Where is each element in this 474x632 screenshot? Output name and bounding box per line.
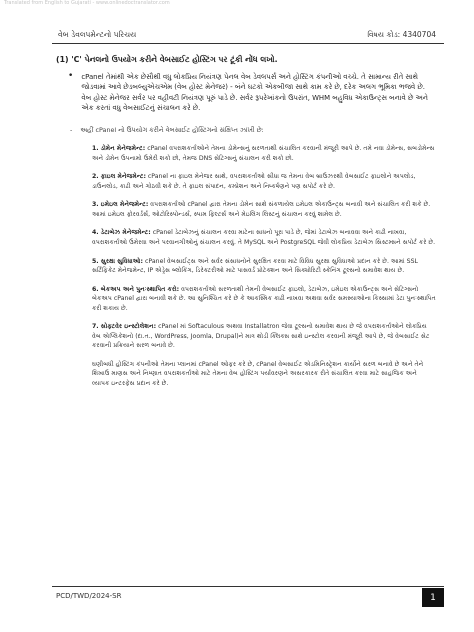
list-item-title: 7. સોફ્ટવેર ઇન્સ્ટોલેશન: xyxy=(92,323,157,331)
intro-text: cPanel તેમાંથી એક છેસૌથી વધુ લોકપ્રિય નિયંત્રણ પેનલ વેબ ડેવલપર્સ અને હોસ્ટિંગ કંપનીઓ વચ્ચે. તે સામાન્ય રીતે સાથે જોડવામાં આવે છેડબલ્યુએચએમ (વેબ હોસ્ટ મેનેજર) - બંને ઘટકો એકબીજા સાથે કામ કરે છે, દરેક અલગ ભૂમિકા ભજવે છે. વેબ હોસ્ટ મેનેજર સર્વર પર વહીવટી નિયંત્રણ પૂરું પાડે છે. સર્વર રૂપરેખાંકનો ઉપરાંત, WHM બહુવિધ એકાઉન્ટ્સ બનાવે છે અને એક કરતાં વધુ વેબસાઈટનું સંચાલન કરે છે. xyxy=(81,73,428,112)
intro-paragraph xyxy=(68,72,436,113)
document-body xyxy=(52,55,436,389)
list-item xyxy=(92,322,436,351)
overview-subheading-text: અહીં cPanel નો ઉપયોગ કરીને વેબસાઈટ હોસ્ટિંગનો સંક્ષિપ્ત ઝાંખી છે: xyxy=(80,126,264,135)
footer-document-code: PCD/TWD/2024-SR xyxy=(56,592,122,600)
list-item xyxy=(92,144,436,163)
list-item xyxy=(92,285,436,314)
list-item-text: cPanel વપરાશકર્તાઓને તેમના ડોમેન્સનું સરળતાથી સંચાલિત કરવાની મંજૂરી આપે છે. તમે નવા ડોમેન્સ, સબડોમેન્સ અને ડોમેન ઉપનામો ઉમેરી શકો છો, તેમજ DNS સેટિંગ્સનું સંચાલન કરી શકો છો. xyxy=(92,145,435,162)
list-item-title: 3. ઇમેઇલ મેનેજમેન્ટ: xyxy=(92,201,149,209)
bullet-dot-icon: • xyxy=(68,71,74,81)
list-item-text: cPanel ડેટાબેઝનું સંચાલન કરવા માટેના સાધનો પૂરા પાડે છે, જેમાં ડેટાબેઝ બનાવવા અને કાઢી નાખવા, વપરાશકર્તાઓ ઉમેરવા અને પરવાનગીઓનું સંચાલન કરવું. તે MySQL અને PostgreSQL જેવી લોકપ્રિય ડેટાબેઝ સિસ્ટમ્સને સપોર્ટ કરે છે. xyxy=(92,229,436,247)
list-item-title: 2. ફાઇલ મેનેજમેન્ટ: xyxy=(92,173,146,181)
list-item-text: વપરાશકર્તાઓ સરળતાથી તેમની વેબસાઈટ ફાઇલો, ડેટાબેઝ, ઇમેઇલ એકાઉન્ટ્સ અને સેટિંગ્સનો બેકઅપ cPanel દ્વારા બનાવી શકે છે. આ સુનિશ્ચિત કરે છે કે આકસ્મિક કાઢી નાખવા અથવા સર્વર સમસ્યાઓના કિસ્સામાં ડેટા પુનઃસ્થાપિત કરી શકાય છે. xyxy=(92,285,436,312)
list-item-text: વપરાશકર્તાઓ cPanel દ્વારા તેમના ડોમેન સાથે સંકળાયેલ ઇમેઇલ એકાઉન્ટ્સ બનાવી અને સંચાલિત કરી શકે છે. આમાં ઇમેઇલ ફોરવર્ડર્સ, ઓટોરિસ્પોન્ડર્સ, સ્પામ ફિલ્ટર્સ અને મેઇલિંગ લિસ્ટનું સંચાલન કરવું શામેલ છે. xyxy=(92,201,431,218)
page-number-badge: 1 xyxy=(422,588,444,607)
bullet-dash-icon: - xyxy=(70,126,73,135)
list-item-text: cPanel વેબસાઈટ્સ અને સર્વર સંસાધનોને સુરક્ષિત કરવા માટે વિવિધ સુરક્ષા સુવિધાઓ પ્રદાન કરે છે. આમાં SSL સર્ટિફિકેટ મેનેજમેન્ટ, IP એડ્રેસ બ્લોકિંગ, ડિરેક્ટરીઓ માટે પાસવર્ડ પ્રોટેક્શન અને સિક્યોરિટી સ્કેનિંગ ટૂલ્સનો સમાવેશ થાય છે. xyxy=(92,257,418,275)
subject-code: વિષય કોડ: 4340704 xyxy=(367,30,436,39)
page-header xyxy=(58,30,436,40)
list-item-text: cPanel માં Softaculous અથવા Installatron જેવા ટૂલ્સનો સમાવેશ થાય છે જે વપરાશકર્તાઓને લોકપ્રિય વેબ એપ્લિકેશનો (દા.ત., WordPress, Joomla, Drupal)ને માત્ર થોડી ક્લિક્સ સાથે ઇન્સ્ટોલ કરવાની મંજૂરી આપે છે, જે વેબસાઈટ સેટ કરવાની પ્રક્રિયાને સરળ બનાવે છે. xyxy=(92,323,430,350)
list-item-title: 1. ડોમેન મેનેજમેન્ટ: xyxy=(92,145,146,153)
list-item-title: 5. સુરક્ષા સુવિધાઓ: xyxy=(92,257,144,265)
feature-list xyxy=(92,144,436,351)
header-divider xyxy=(52,43,444,44)
list-item-title: 4. ડેટાબેઝ મેનેજમેન્ટ: xyxy=(92,229,151,237)
list-item xyxy=(92,257,436,276)
footer-divider xyxy=(52,586,444,587)
overview-subheading xyxy=(70,126,436,135)
translation-watermark: Translated from English to Gujarati - www.onlinedoctranslator.com xyxy=(4,0,170,6)
list-item xyxy=(92,172,436,191)
list-item xyxy=(92,200,436,219)
closing-paragraph: ઘણીબધી હોસ્ટિંગ કંપનીઓ તેમના પ્લાનમાં cPanel ઓફર કરે છે, cPanel વેબસાઈટ એડમિનિસ્ટ્રેશન કાર્યોને સરળ બનાવે છે અને તેને શિખાઉ માણસ અને નિષ્ણાત વપરાશકર્તાઓ માટે તેમના વેબ હોસ્ટિંગ પર્યાવરણને અસરકારક રીતે સંચાલિત કરવા માટે સાહજિક અને વ્યાપક ઇન્ટરફેસ પ્રદાન કરે છે. xyxy=(92,360,424,388)
list-item xyxy=(92,228,436,247)
list-item-text: cPanel ના ફાઇલ મેનેજર સાથે, વપરાશકર્તાઓ સીધા જ તેમના વેબ બ્રાઉઝરથી વેબસાઈટ ફાઇલોને અપલોડ, ડાઉનલોડ, કાઢી અને ગોઠવી શકે છે. તે ફાઇલ સંપાદન, કમ્પ્રેશન અને નિષ્કર્ષણને પણ સપોર્ટ કરે છે. xyxy=(92,173,416,190)
question-heading: (1) 'C' પેનલનો ઉપયોગ કરીને વેબસાઈટ હોસ્ટિંગ પર ટૂંકી નોંધ લખો. xyxy=(56,55,278,64)
course-title: વેબ ડેવલપમેન્ટનો પરિચય xyxy=(58,30,137,39)
list-item-title: 6. બેકઅપ અને પુનઃસ્થાપિત કરો: xyxy=(92,285,180,293)
